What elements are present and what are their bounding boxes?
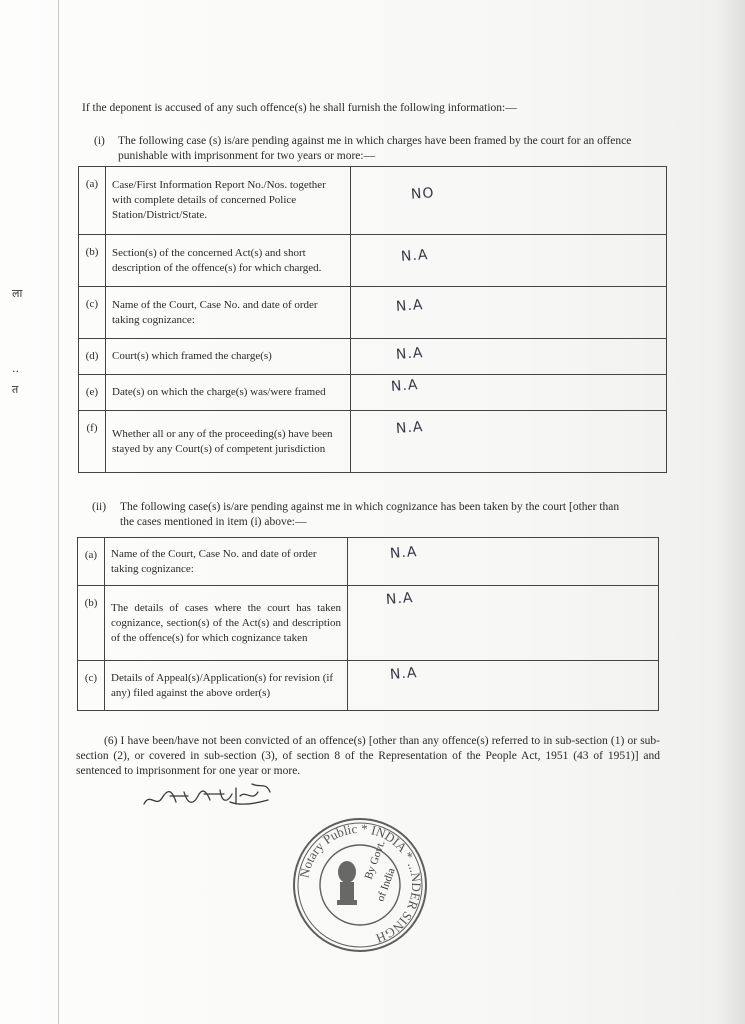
row-description: Name of the Court, Case No. and date of order taking cognizance: <box>105 538 348 586</box>
handwritten-answer: N.A <box>389 544 418 562</box>
seal-inner-line1: By Govt. <box>362 839 388 882</box>
row-label: (b) <box>78 586 105 661</box>
row-description: The details of cases where the court has taken cognizance, section(s) of the Act(s) and description of the offence(s) for which cognizance taken <box>105 586 348 661</box>
section-i-text-line2: punishable with imprisonment for two years or more:— <box>118 150 376 162</box>
paragraph-6: (6) I have been/have not been convicted of an offence(s) [other than any offence(s) referred to in sub-section (1) or sub-section (2), or covered in sub-section (3), of section 8 of the Representation of the People Act, 1951 (43 of 1951)] and sentenced to imprisonment for one year or more. <box>76 735 660 777</box>
seal-ring-text: Notary Public * INDIA * ...NDER SINGH <box>296 820 425 947</box>
margin-mark: .. <box>12 362 19 375</box>
row-answer-cell <box>348 538 659 586</box>
row-answer-cell <box>351 339 667 375</box>
intro-text: If the deponent is accused of any such offence(s) he shall furnish the following information:— <box>82 102 517 114</box>
table-row <box>78 538 659 586</box>
handwritten-answer: N.A <box>400 247 429 265</box>
section-ii-text-line1: The following case(s) is/are pending against me in which cognizance has been taken by the court [other than <box>120 501 620 513</box>
svg-text:Notary Public * INDIA * ...NDE <box>296 821 424 946</box>
row-label: (f) <box>79 411 106 473</box>
row-description: Whether all or any of the proceeding(s) have been stayed by any Court(s) of competent jurisdiction <box>106 411 351 473</box>
row-description: Name of the Court, Case No. and date of order taking cognizance: <box>106 287 351 339</box>
section-ii-text-line2: the cases mentioned in item (i) above:— <box>120 516 307 528</box>
row-description: Details of Appeal(s)/Application(s) for revision (if any) filed against the above order(s) <box>105 661 348 711</box>
row-description: Case/First Information Report No./Nos. together with complete details of concerned Police Station/District/State. <box>106 167 351 235</box>
section-i-text-line1: The following case (s) is/are pending against me in which charges have been framed by the court for an offence <box>118 135 632 147</box>
section-i-table <box>78 166 667 473</box>
emblem-icon <box>337 861 357 905</box>
row-label: (a) <box>79 167 106 235</box>
row-answer-cell <box>351 167 667 235</box>
page-fold-line <box>58 0 59 1024</box>
row-description: Date(s) on which the charge(s) was/were framed <box>106 375 351 411</box>
row-description: Section(s) of the concerned Act(s) and short description of the offence(s) for which charged. <box>106 235 351 287</box>
row-label: (d) <box>79 339 106 375</box>
table-row <box>78 661 659 711</box>
handwritten-answer: N.A <box>389 665 418 683</box>
notary-seal <box>285 810 435 960</box>
section-i-heading <box>94 134 674 166</box>
section-ii-number: (ii) <box>92 501 107 513</box>
margin-mark: ला <box>12 287 23 300</box>
table-row <box>79 287 667 339</box>
section-ii-table <box>77 537 659 711</box>
row-label: (c) <box>78 661 105 711</box>
row-answer-cell <box>351 411 667 473</box>
row-answer-cell <box>351 375 667 411</box>
handwritten-answer: N.A <box>395 419 424 437</box>
seal-inner-line2: of India <box>374 866 398 904</box>
table-row <box>79 339 667 375</box>
section-ii-heading <box>92 500 672 532</box>
row-answer-cell <box>351 287 667 339</box>
table-row <box>79 411 667 473</box>
handwritten-answer: NO <box>410 185 435 203</box>
table-row <box>79 167 667 235</box>
handwritten-answer: N.A <box>385 590 414 608</box>
row-label: (e) <box>79 375 106 411</box>
section-i-number: (i) <box>94 135 105 147</box>
handwritten-answer: N.A <box>390 377 419 395</box>
row-answer-cell <box>348 586 659 661</box>
handwritten-signature <box>140 778 280 818</box>
table-row <box>79 235 667 287</box>
row-answer-cell <box>351 235 667 287</box>
scan-shadow <box>717 0 745 1024</box>
handwritten-answer: N.A <box>395 345 424 363</box>
row-label: (c) <box>79 287 106 339</box>
row-answer-cell <box>348 661 659 711</box>
table-row <box>79 375 667 411</box>
margin-mark: त <box>12 383 19 396</box>
row-label: (b) <box>79 235 106 287</box>
table-row <box>78 586 659 661</box>
row-label: (a) <box>78 538 105 586</box>
row-description: Court(s) which framed the charge(s) <box>106 339 351 375</box>
handwritten-answer: N.A <box>395 297 424 315</box>
